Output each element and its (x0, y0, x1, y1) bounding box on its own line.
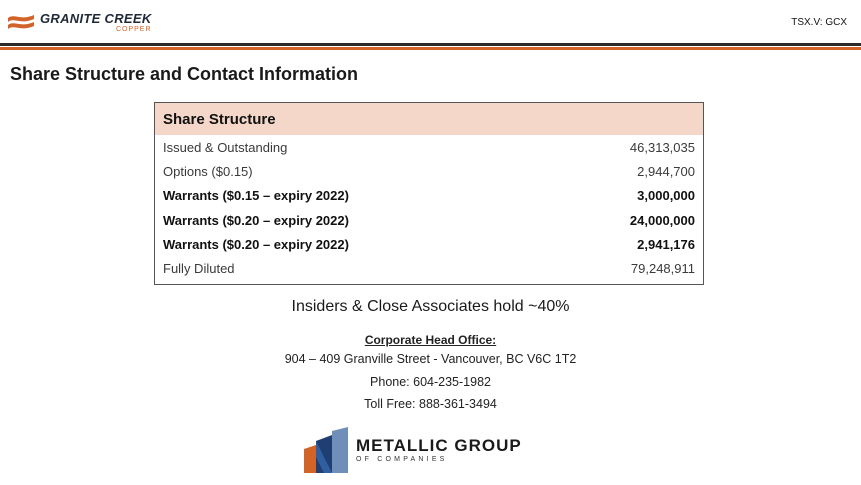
share-structure-table (154, 102, 704, 285)
company-logo (6, 12, 152, 34)
table-row (155, 232, 703, 256)
metallic-group-logo (302, 427, 522, 473)
table-row (155, 184, 703, 208)
office-heading: Corporate Head Office: (364, 333, 497, 347)
row-value: 3,000,000 (637, 188, 695, 204)
company-subname: COPPER (115, 26, 152, 33)
table-row (155, 256, 703, 280)
table-row (155, 159, 703, 183)
row-label: Warrants ($0.20 – expiry 2022) (163, 236, 349, 252)
row-value: 46,313,035 (629, 139, 695, 155)
row-label: Warrants ($0.15 – expiry 2022) (163, 188, 349, 204)
row-label: Warrants ($0.20 – expiry 2022) (163, 212, 349, 228)
insiders-statement: Insiders & Close Associates hold ~40% (291, 298, 570, 315)
metallic-group-icon (302, 427, 352, 473)
row-label: Issued & Outstanding (163, 139, 288, 155)
slide-header (0, 0, 861, 46)
ticker-symbol: TSX.V: GCX (791, 17, 847, 28)
table-row (155, 135, 703, 159)
company-name: GRANITE CREEK (40, 11, 152, 26)
table-row (155, 208, 703, 232)
row-value: 2,941,176 (637, 236, 695, 252)
metallic-group-sub: OF COMPANIES (356, 456, 448, 463)
header-rule-accent (0, 47, 861, 50)
office-address: 904 – 409 Granville Street - Vancouver, BC V6C 1T2 (284, 352, 577, 366)
granite-creek-wave-icon (6, 12, 36, 34)
row-label: Options ($0.15) (163, 163, 253, 179)
row-label: Fully Diluted (163, 261, 235, 277)
office-phone: Phone: 604-235-1982 (370, 375, 491, 389)
row-value: 79,248,911 (630, 261, 695, 277)
row-value: 24,000,000 (629, 212, 695, 228)
office-toll-free: Toll Free: 888-361-3494 (364, 397, 497, 411)
header-rule-dark (0, 43, 861, 46)
page-title: Share Structure and Contact Information (10, 64, 359, 84)
share-structure-heading: Share Structure (155, 103, 703, 135)
row-value: 2,944,700 (637, 163, 695, 179)
metallic-group-name: METALLIC GROUP (356, 436, 522, 455)
